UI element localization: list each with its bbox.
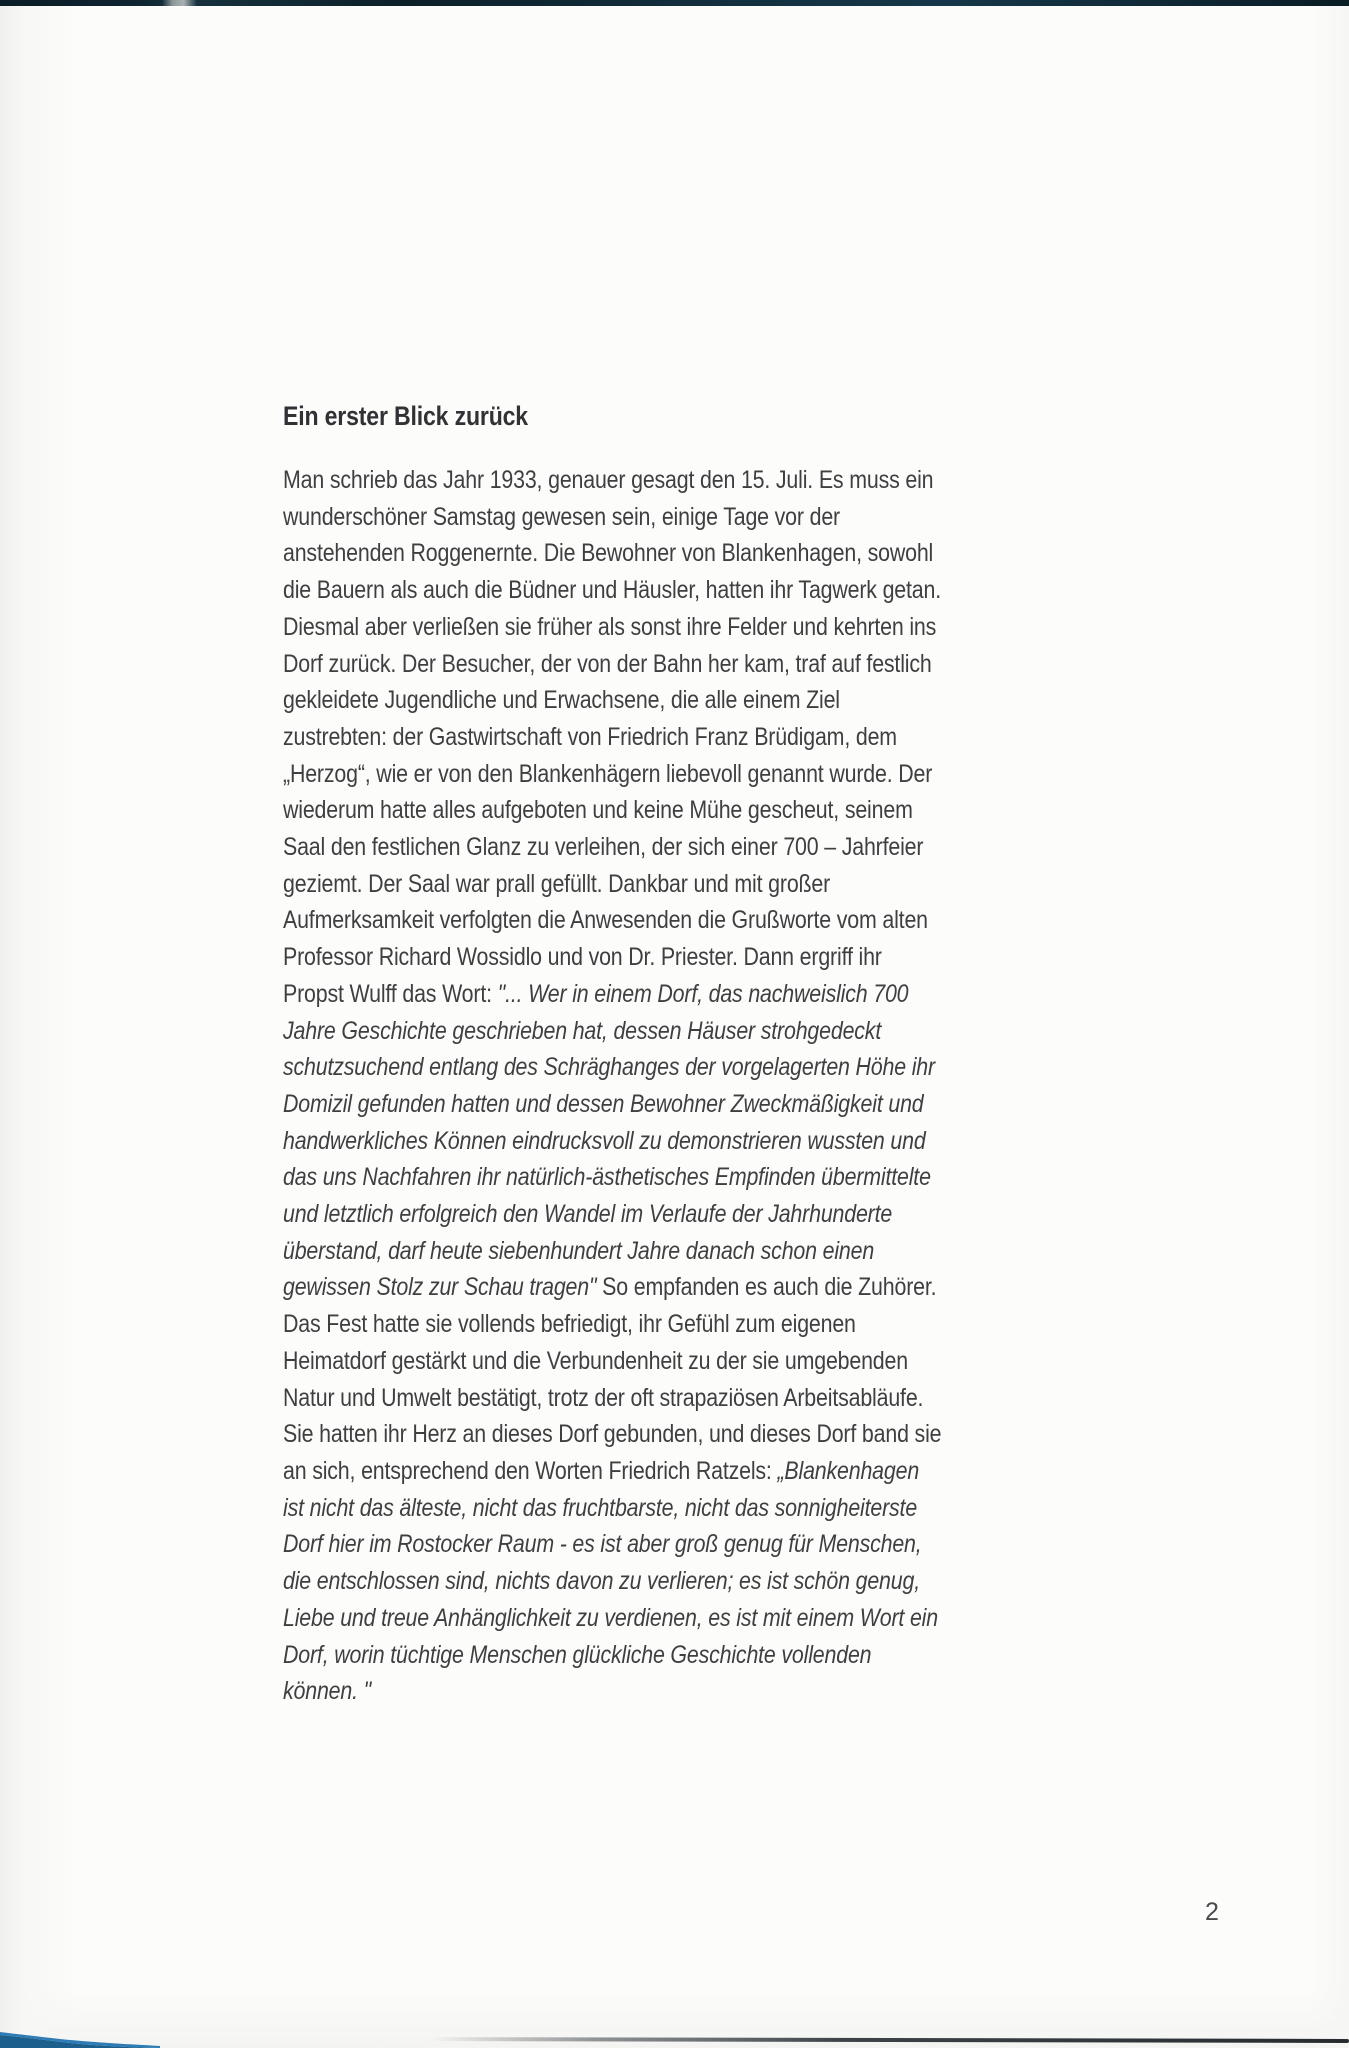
paragraph-run-italic-quote-ratzel: „Blankenhagen ist nicht das älteste, nicht das fruchtbarste, nicht das sonnigheiterste Dorf hier im Rostocker Raum - es ist aber groß genug für Menschen, die entschlossen sind, nichts davon zu verlieren; es ist schön genug, Liebe und treue Anhänglichkeit zu verdienen, es ist mit einem Wort ein Dorf, worin tüchtige Menschen glückliche Geschichte vollenden können. " — [283, 1456, 938, 1706]
body-paragraph — [283, 462, 941, 1710]
paragraph-run-italic-quote-wulff: "... Wer in einem Dorf, das nachweislich 700 Jahre Geschichte geschrieben hat, dessen Häuser strohgedeckt schutzsuchend entlang des Schräghanges der vorgelagerten Höhe ihr Domizil gefunden hatten und dessen Bewohner Zweckmäßigkeit und handwerkliches Können eindrucksvoll zu demonstrieren wussten und das uns Nachfahren ihr natürlich-ästhetisches Empfinden übermittelte und letztlich erfolgreich den Wandel im Verlaufe der Jahrhunderte überstand, darf heute siebenhundert Jahre danach schon einen gewissen Stolz zur Schau tragen" — [283, 979, 935, 1302]
paragraph-run-regular-1: Man schrieb das Jahr 1933, genauer gesagt den 15. Juli. Es muss ein wunderschöner Samstag gewesen sein, einige Tage vor der anstehenden Roggenernte. Die Bewohner von Blankenhagen, sowohl die Bauern als auch die Büdner und Häusler, hatten ihr Tagwerk getan. Diesmal aber verließen sie früher als sonst ihre Felder und kehrten ins Dorf zurück. Der Besucher, der von der Bahn her kam, traf auf festlich gekleidete Jugendliche und Erwachsene, die alle einem Ziel zustrebten: der Gastwirtschaft von Friedrich Franz Brüdigam, dem „Herzog“, wie er von den Blankenhägern liebevoll genannt wurde. Der wiederum hatte alles aufgeboten und keine Mühe gescheut, seinem Saal den festlichen Glanz zu verleihen, der sich einer 700 – Jahrfeier geziemt. Der Saal war prall gefüllt. Dankbar und mit großer Aufmerksamkeit verfolgten die Anwesenden die Grußworte vom alten Professor Richard Wossidlo und von Dr. Priester. Dann ergriff ihr Propst Wulff das Wort: — [283, 466, 942, 1008]
paragraph-run-regular-2: So empfanden es auch die Zuhörer. Das Fest hatte sie vollends befriedigt, ihr Gefühl zum eigenen Heimatdorf gestärkt und die Verbundenheit zu der sie umgebenden Natur und Umwelt bestätigt, trotz der oft strapaziösen Arbeitsabläufe. Sie hatten ihr Herz an dieses Dorf gebunden, und dieses Dorf band sie an sich, entsprechend den Worten Friedrich Ratzels: — [283, 1273, 942, 1485]
page-number: 2 — [1205, 1898, 1219, 1926]
section-heading: Ein erster Blick zurück — [283, 401, 528, 431]
scan-top-edge — [0, 0, 1349, 6]
scan-bottom-left-edge — [0, 2030, 160, 2048]
page-content — [283, 398, 941, 1710]
